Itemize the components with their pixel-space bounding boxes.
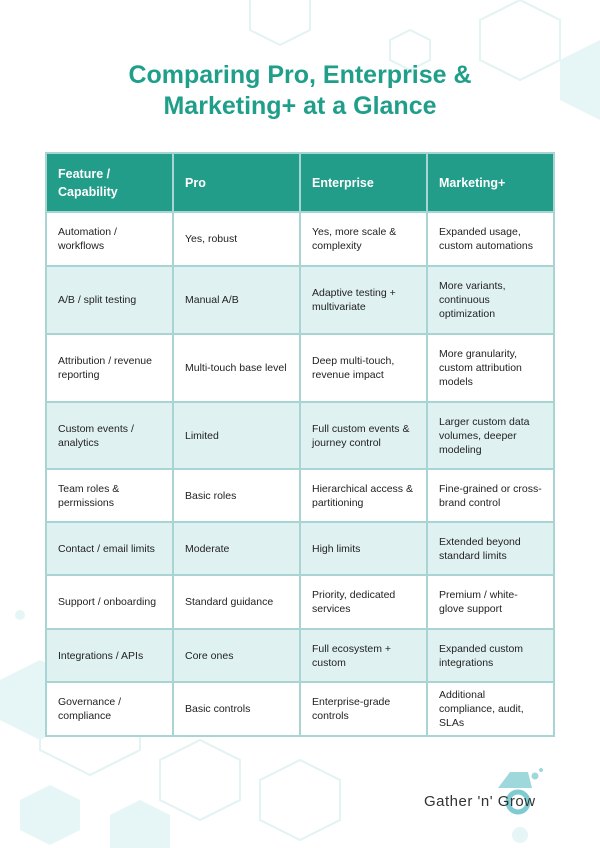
table-cell: Support / onboarding: [46, 575, 173, 629]
table-cell: Extended beyond standard limits: [427, 522, 554, 575]
table-cell: Expanded custom integrations: [427, 629, 554, 682]
table-cell: Full custom events & journey control: [300, 402, 427, 469]
page-title: [0, 60, 600, 122]
table-cell: Deep multi-touch, revenue impact: [300, 334, 427, 402]
header-marketing-plus: Marketing+: [427, 153, 554, 212]
header-feature: Feature / Capability: [46, 153, 173, 212]
table-cell: Adaptive testing + multivariate: [300, 266, 427, 334]
table-cell: Core ones: [173, 629, 300, 682]
table-cell: Custom events / analytics: [46, 402, 173, 469]
table-row: [46, 402, 554, 469]
table-row: [46, 212, 554, 266]
table-cell: Automation / workflows: [46, 212, 173, 266]
table-cell: Team roles & permissions: [46, 469, 173, 522]
table-row: [46, 522, 554, 575]
table-cell: More granularity, custom attribution models: [427, 334, 554, 402]
table-cell: Hierarchical access & partitioning: [300, 469, 427, 522]
table-header-row: [46, 153, 554, 212]
gather-n-grow-logo: [420, 768, 570, 818]
table-cell: Governance / compliance: [46, 682, 173, 736]
table-row: [46, 266, 554, 334]
table-cell: Yes, more scale & complexity: [300, 212, 427, 266]
table-cell: Enterprise-grade controls: [300, 682, 427, 736]
table-row: [46, 682, 554, 736]
table-cell: Manual A/B: [173, 266, 300, 334]
table-cell: Attribution / revenue reporting: [46, 334, 173, 402]
table-cell: Premium / white-glove support: [427, 575, 554, 629]
table-cell: Integrations / APIs: [46, 629, 173, 682]
table-cell: Multi-touch base level: [173, 334, 300, 402]
table-row: [46, 469, 554, 522]
table-cell: Full ecosystem + custom: [300, 629, 427, 682]
table-cell: A/B / split testing: [46, 266, 173, 334]
header-enterprise: Enterprise: [300, 153, 427, 212]
header-pro: Pro: [173, 153, 300, 212]
table-cell: Larger custom data volumes, deeper modeling: [427, 402, 554, 469]
table-cell: Fine-grained or cross-brand control: [427, 469, 554, 522]
table-cell: More variants, continuous optimization: [427, 266, 554, 334]
table-row: [46, 334, 554, 402]
table-row: [46, 575, 554, 629]
table-cell: Contact / email limits: [46, 522, 173, 575]
comparison-table: [45, 152, 555, 737]
table-cell: Basic roles: [173, 469, 300, 522]
title-line-2: Marketing+ at a Glance: [163, 92, 437, 120]
table-cell: High limits: [300, 522, 427, 575]
table-cell: Yes, robust: [173, 212, 300, 266]
table-cell: Moderate: [173, 522, 300, 575]
table-cell: Limited: [173, 402, 300, 469]
table-cell: Standard guidance: [173, 575, 300, 629]
table-cell: Expanded usage, custom automations: [427, 212, 554, 266]
table-cell: Priority, dedicated services: [300, 575, 427, 629]
title-line-1: Comparing Pro, Enterprise &: [128, 61, 472, 89]
table-row: [46, 629, 554, 682]
logo-text: Gather 'n' Grow: [424, 793, 536, 810]
table-cell: Basic controls: [173, 682, 300, 736]
table-cell: Additional compliance, audit, SLAs: [427, 682, 554, 736]
